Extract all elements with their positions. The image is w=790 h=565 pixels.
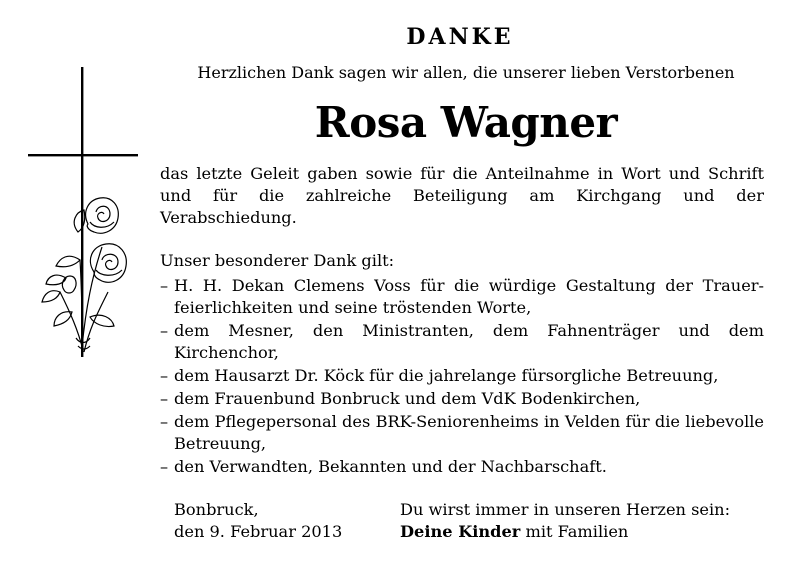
closing-line: Du wirst immer in unseren Herzen sein:	[400, 500, 731, 519]
list-item: – dem Mesner, den Ministranten, dem Fahnenträger und dem Kirchenchor,	[160, 320, 764, 364]
date: den 9. Februar 2013	[174, 522, 343, 541]
body-text: das letzte Geleit gaben sowie für die Anteilnahme in Wort und Schrift und für die zahlreiche Beteiligung am Kirchgang und der Verabschiedung.	[160, 164, 764, 227]
place: Bonbruck,	[174, 500, 259, 519]
list-item: – dem Frauenbund Bonbruck und dem VdK Bodenkirchen,	[160, 388, 764, 410]
intro-text: Herzlichen Dank sagen wir allen, die unserer lieben Verstorbenen	[197, 63, 735, 82]
list-item: – H. H. Dekan Clemens Voss für die würdige Gestaltung der Trauerfeierlichkeiten und seine tröstenden Worte,	[160, 275, 764, 319]
list-item: – dem Pflegepersonal des BRK-Seniorenheims in Velden für die liebevolle Betreuung,	[160, 411, 764, 455]
deceased-name: Rosa Wagner	[314, 98, 618, 147]
list-item: – dem Hausarzt Dr. Köck für die jahrelange fürsorgliche Betreuung,	[160, 365, 764, 387]
signature	[400, 521, 628, 543]
thanks-list	[160, 275, 764, 479]
signature-bold: Deine Kinder	[400, 522, 521, 541]
signature-rest: mit Familien	[520, 522, 629, 541]
thanks-intro: Unser besonderer Dank gilt:	[160, 251, 395, 270]
list-item: – den Verwandten, Bekannten und der Nachbarschaft.	[160, 456, 764, 478]
cross-with-roses-icon	[20, 62, 145, 362]
heading: DANKE	[406, 24, 514, 50]
